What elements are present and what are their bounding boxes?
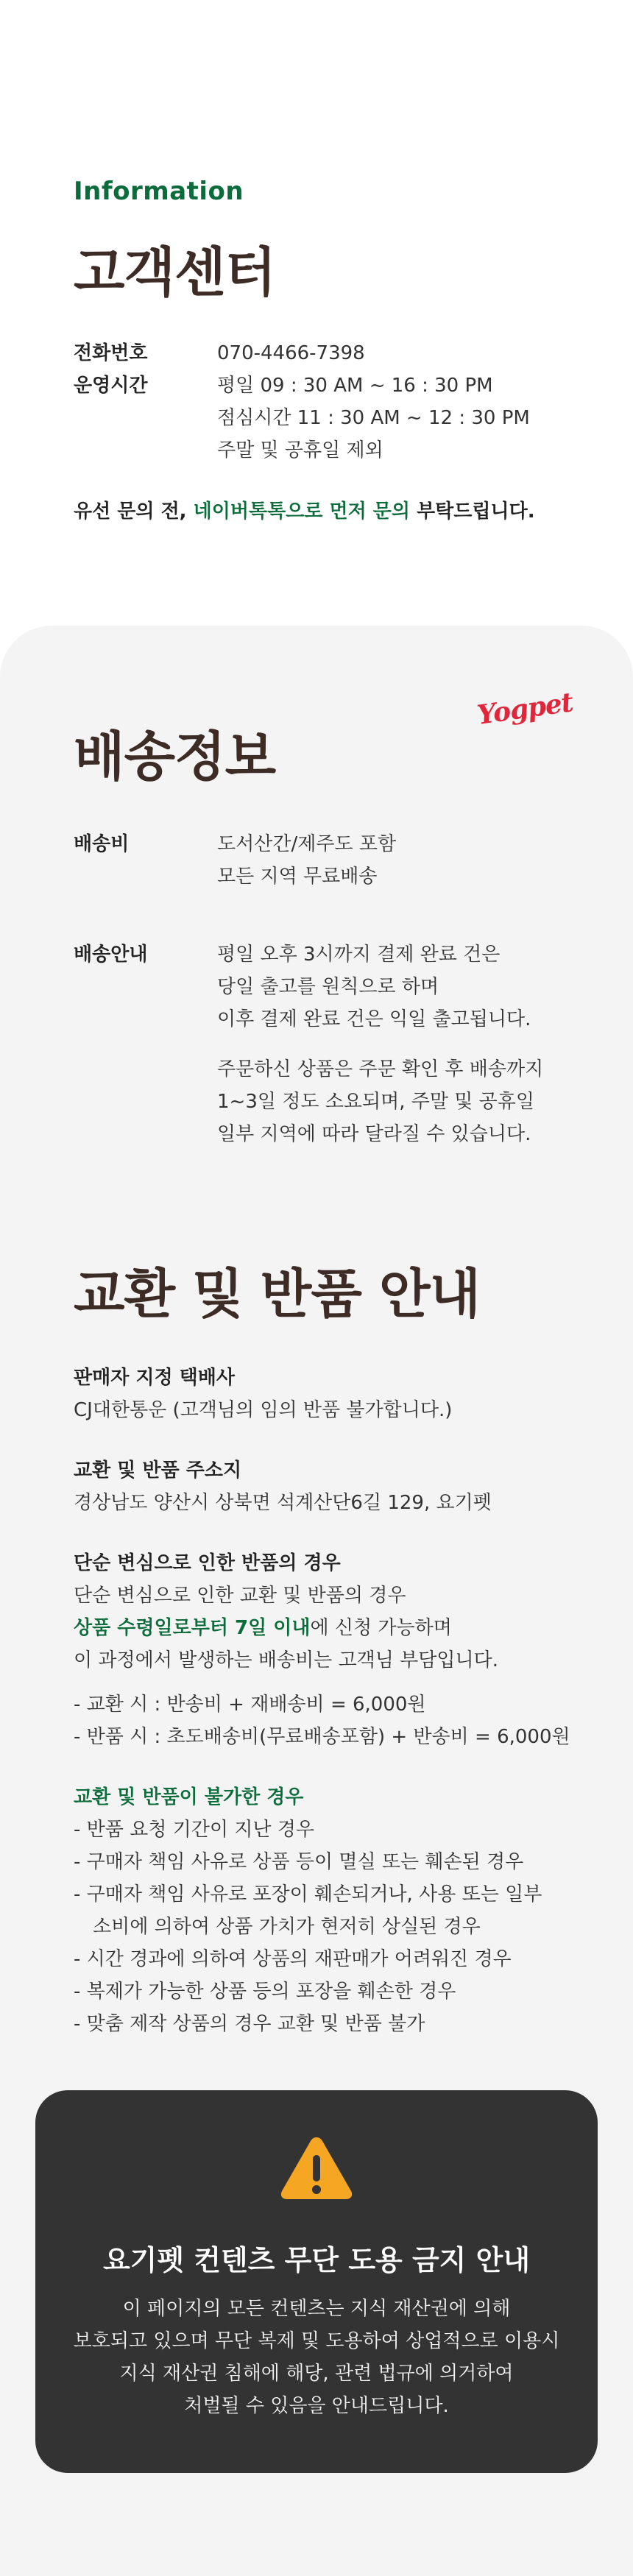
warning-title: 요기펫 컨텐츠 무단 도용 금지 안내: [102, 2244, 531, 2276]
shipping-fee-row: [74, 828, 396, 893]
change-of-mind-line: 이 과정에서 발생하는 배송비는 고객님 부담입니다.: [74, 1649, 499, 1671]
notice-highlight: 네이버톡톡으로 먼저 문의: [193, 500, 411, 523]
shipping-guide-line: 당일 출고를 원칙으로 하며: [217, 976, 439, 998]
warning-line: 이 페이지의 모든 컨텐츠는 지식 재산권에 의해: [122, 2298, 511, 2320]
phone-row: [74, 337, 559, 369]
courier-text: CJ대한통운 (고객님의 임의 반품 불가합니다.): [74, 1399, 453, 1421]
contact-info: [74, 337, 559, 467]
warning-line: 지식 재산권 침해에 해당, 관련 법규에 의거하여: [119, 2363, 514, 2385]
shipping-guide-line: 일부 지역에 따라 달라질 수 있습니다.: [217, 1123, 531, 1145]
hours-label: 운영시간: [74, 375, 148, 397]
returns-title: 교환 및 반품 안내: [74, 1263, 481, 1325]
address-heading: 교환 및 반품 주소지: [74, 1459, 242, 1482]
unavailable-item: - 구매자 책임 사유로 상품 등이 멸실 또는 훼손된 경우: [74, 1851, 524, 1873]
warning-text: [35, 2293, 598, 2422]
section-eyebrow: Information: [74, 177, 244, 206]
hours-value: [217, 369, 530, 467]
hours-row: [74, 369, 559, 467]
unavailable-item: - 복제가 가능한 상품 등의 포장을 훼손한 경우: [74, 1981, 456, 2003]
brand-logo: Yogpet: [475, 687, 575, 731]
shipping-guide-label: 배송안내: [74, 944, 148, 966]
courier-heading: 판매자 지정 택배사: [74, 1367, 236, 1389]
shipping-guide-line: 이후 결제 완료 건은 익일 출고됩니다.: [217, 1008, 531, 1030]
unavailable-item: - 반품 요청 기간이 지난 경우: [74, 1819, 314, 1841]
hours-line: 주말 및 공휴일 제외: [217, 439, 383, 461]
warning-line: 처벌될 수 있음을 안내드립니다.: [184, 2395, 449, 2417]
phone-label: 전화번호: [74, 342, 148, 364]
return-period-highlight: 상품 수령일로부터 7일 이내: [74, 1617, 311, 1639]
shipping-guide-row: [74, 938, 543, 1150]
shipping-guide-line: 평일 오후 3시까지 결제 완료 건은: [217, 944, 501, 966]
unavailable-item: - 시간 경과에 의하여 상품의 재판매가 어려워진 경우: [74, 1948, 512, 1970]
shipping-guide-line: 주문하신 상품은 주문 확인 후 배송까지: [217, 1058, 544, 1080]
unavailable-heading: 교환 및 반품이 불가한 경우: [74, 1786, 304, 1808]
return-fee-line: - 반품 시 : 초도배송비(무료배송포함) + 반송비 = 6,000원: [74, 1726, 570, 1748]
shipping-fee-value: [217, 828, 396, 893]
change-of-mind-line: 단순 변심으로 인한 교환 및 반품의 경우: [74, 1585, 406, 1607]
shipping-fee-label: 배송비: [74, 833, 130, 855]
shipping-returns-section: [0, 626, 633, 2576]
shipping-guide-block: [74, 938, 543, 1150]
shipping-guide-value: [217, 938, 543, 1150]
hours-line: 평일 09 : 30 AM ~ 16 : 30 PM: [217, 375, 493, 397]
contact-notice: [74, 496, 559, 523]
shipping-title: 배송정보: [74, 726, 276, 788]
address-text: 경상남도 양산시 상북면 석계산단6길 129, 요기펫: [74, 1492, 492, 1514]
shipping-fee-line: 모든 지역 무료배송: [217, 866, 378, 888]
copyright-warning-box: [35, 2090, 598, 2473]
returns-body: [74, 1362, 589, 2040]
unavailable-item: - 구매자 책임 사유로 포장이 훼손되거나, 사용 또는 일부 소비에 의하여 상품 가치가 현저히 상실된 경우: [74, 1883, 542, 1938]
notice-prefix: 유선 문의 전,: [74, 500, 194, 523]
shipping-fee-line: 도서산간/제주도 포함: [217, 833, 397, 855]
return-period-rest: 에 신청 가능하며: [310, 1617, 452, 1639]
hours-line: 점심시간 11 : 30 AM ~ 12 : 30 PM: [217, 407, 530, 429]
customer-center-title: 고객센터: [74, 241, 276, 303]
change-of-mind-line: [74, 1612, 589, 1644]
phone-value: 070-4466-7398: [217, 342, 365, 364]
warning-line: 보호되고 있으며 무단 복제 및 도용하여 상업적으로 이용시: [73, 2330, 560, 2352]
shipping-guide-line: 1~3일 정도 소요되며, 주말 및 공휴일: [217, 1091, 534, 1113]
change-of-mind-heading: 단순 변심으로 인한 반품의 경우: [74, 1552, 341, 1574]
unavailable-item: - 맞춤 제작 상품의 경우 교환 및 반품 불가: [74, 2013, 425, 2035]
shipping-fee-block: [74, 828, 396, 893]
exchange-fee-line: - 교환 시 : 반송비 + 재배송비 = 6,000원: [74, 1694, 426, 1716]
customer-center-section: [0, 0, 633, 626]
warning-icon: [280, 2134, 353, 2202]
notice-suffix: 부탁드립니다.: [410, 500, 535, 523]
